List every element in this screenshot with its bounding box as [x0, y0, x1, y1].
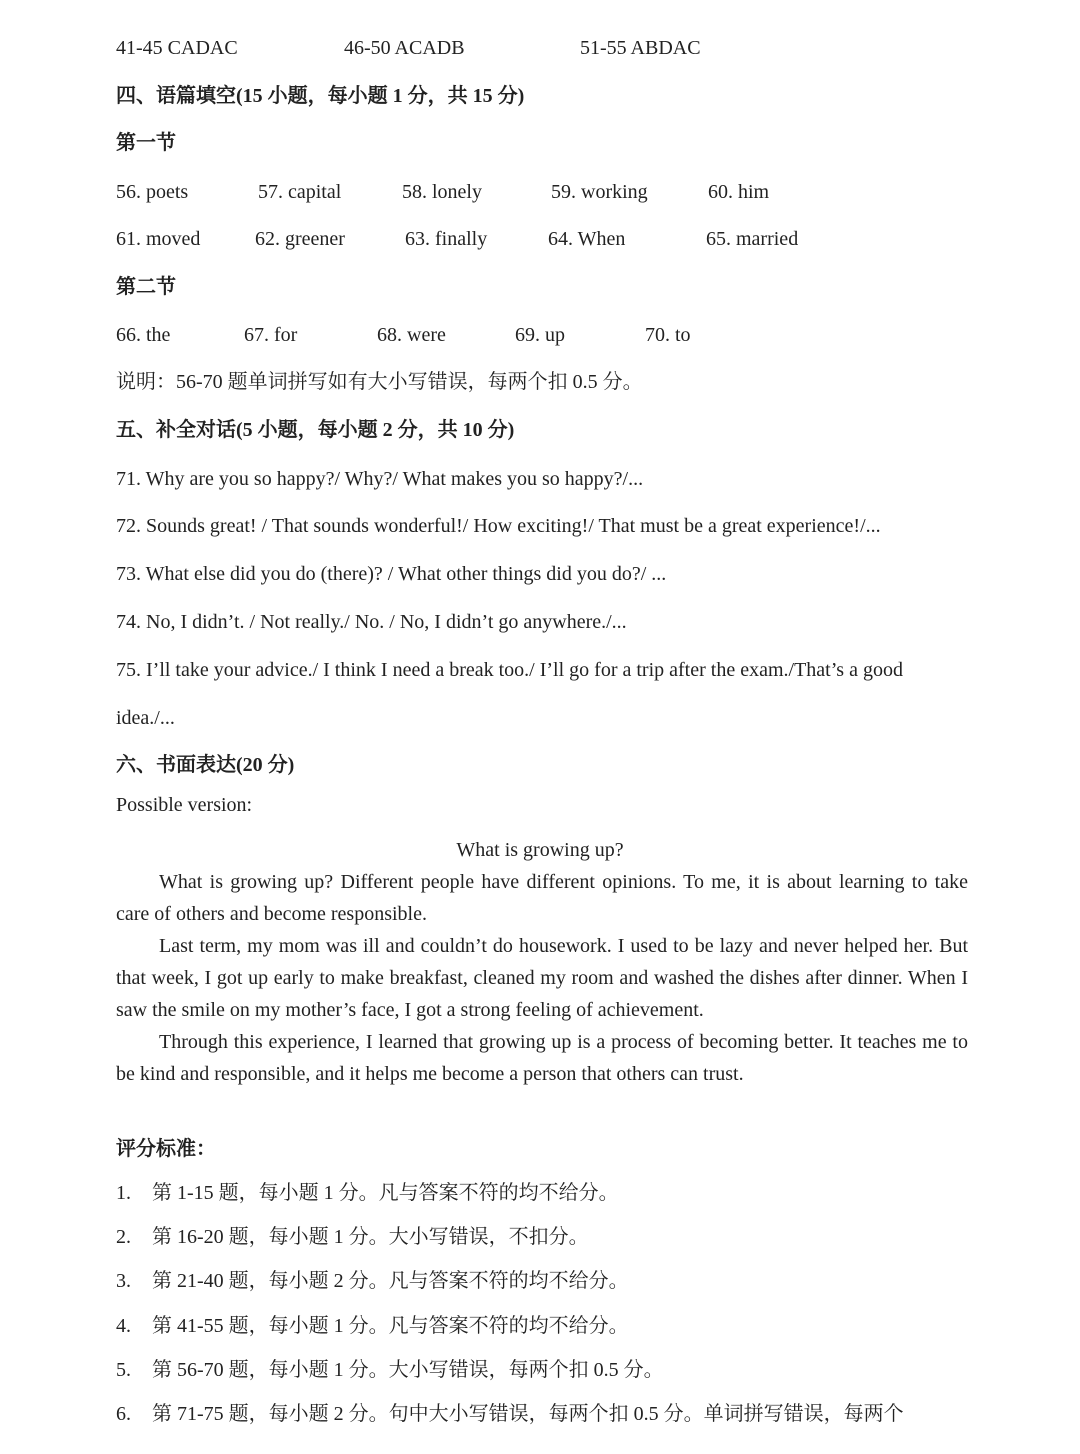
scoring-item-text: 第 1-15 题，每小题 1 分。凡与答案不符的均不给分。 — [152, 1182, 619, 1204]
scoring-item-number: 4. — [116, 1315, 131, 1337]
answer-67: 67. for — [244, 324, 298, 346]
answer-65: 65. married — [706, 228, 799, 250]
answer-70: 70. to — [645, 324, 691, 346]
answer-56: 56. poets — [116, 181, 189, 203]
mc-answer-51-55: 51-55 ABDAC — [580, 37, 701, 59]
scoring-item — [116, 1402, 904, 1426]
scoring-item-number: 1. — [116, 1182, 131, 1204]
answer-66: 66. the — [116, 324, 171, 346]
answer-59: 59. working — [551, 181, 648, 203]
section-4-note: 说明：56-70 题单词拼写如有大小写错误，每两个扣 0.5 分。 — [116, 371, 643, 393]
scoring-item — [116, 1314, 629, 1338]
scoring-item-number: 5. — [116, 1359, 131, 1381]
scoring-item — [116, 1225, 589, 1249]
scoring-item-number: 6. — [116, 1403, 131, 1425]
answer-57: 57. capital — [258, 181, 342, 203]
answer-61: 61. moved — [116, 228, 201, 250]
essay-paragraph: What is growing up? Different people have different opinions. To me, it is about learning to take care of others and become responsible. — [116, 871, 968, 925]
possible-version-label: Possible version: — [116, 794, 253, 816]
answer-72: 72. Sounds great! / That sounds wonderful!/ How exciting!/ That must be a great experience!/... — [116, 515, 881, 537]
scoring-item-text: 第 71-75 题，每小题 2 分。句中大小写错误，每两个扣 0.5 分。单词拼写错误，每两个 — [152, 1403, 904, 1425]
mc-answer-46-50: 46-50 ACADB — [344, 37, 465, 59]
scoring-item — [116, 1269, 629, 1293]
scoring-item — [116, 1181, 619, 1205]
section-6-heading: 六、书面表达(20 分) — [116, 754, 295, 776]
answer-75: 75. I’ll take your advice./ I think I need a break too./ I’ll go for a trip after the exam./That’s a good — [116, 659, 903, 681]
scoring-item-number: 3. — [116, 1270, 131, 1292]
answer-63: 63. finally — [405, 228, 488, 250]
scoring-item — [116, 1358, 664, 1382]
answer-69: 69. up — [515, 324, 565, 346]
section-4-heading: 四、语篇填空(15 小题，每小题 1 分，共 15 分) — [116, 85, 525, 107]
section-5-heading: 五、补全对话(5 小题，每小题 2 分，共 10 分) — [116, 419, 515, 441]
scoring-heading: 评分标准： — [116, 1138, 216, 1160]
scoring-item-text: 第 41-55 题，每小题 1 分。凡与答案不符的均不给分。 — [152, 1315, 629, 1337]
answer-58: 58. lonely — [402, 181, 482, 203]
scoring-item-text: 第 16-20 题，每小题 1 分。大小写错误，不扣分。 — [152, 1226, 589, 1248]
answer-60: 60. him — [708, 181, 770, 203]
answer-62: 62. greener — [255, 228, 345, 250]
answer-64: 64. When — [548, 228, 626, 250]
scoring-item-text: 第 56-70 题，每小题 1 分。大小写错误，每两个扣 0.5 分。 — [152, 1359, 664, 1381]
section-4-part-2: 第二节 — [116, 276, 176, 298]
answer-75-continued: idea./... — [116, 707, 175, 729]
section-4-part-1: 第一节 — [116, 132, 176, 154]
scoring-item-text: 第 21-40 题，每小题 2 分。凡与答案不符的均不给分。 — [152, 1270, 629, 1292]
answer-73: 73. What else did you do (there)? / What other things did you do?/ ... — [116, 563, 667, 585]
essay-paragraph: Last term, my mom was ill and couldn’t do housework. I used to be lazy and never helped her. But that week, I got up early to make breakfast, cleaned my room and washed the dishes after dinner. When I saw the smile on my mother’s face, I got a strong feeling of achievement. — [116, 935, 968, 1021]
answer-74: 74. No, I didn’t. / Not really./ No. / No, I didn’t go anywhere./... — [116, 611, 627, 633]
answer-71: 71. Why are you so happy?/ Why?/ What makes you so happy?/... — [116, 468, 644, 490]
mc-answer-41-45: 41-45 CADAC — [116, 37, 238, 59]
essay-title: What is growing up? — [456, 839, 624, 861]
essay-paragraph: Through this experience, I learned that growing up is a process of becoming better. It teaches me to be kind and responsible, and it helps me become a person that others can trust. — [116, 1031, 968, 1085]
answer-68: 68. were — [377, 324, 446, 346]
scoring-item-number: 2. — [116, 1226, 131, 1248]
